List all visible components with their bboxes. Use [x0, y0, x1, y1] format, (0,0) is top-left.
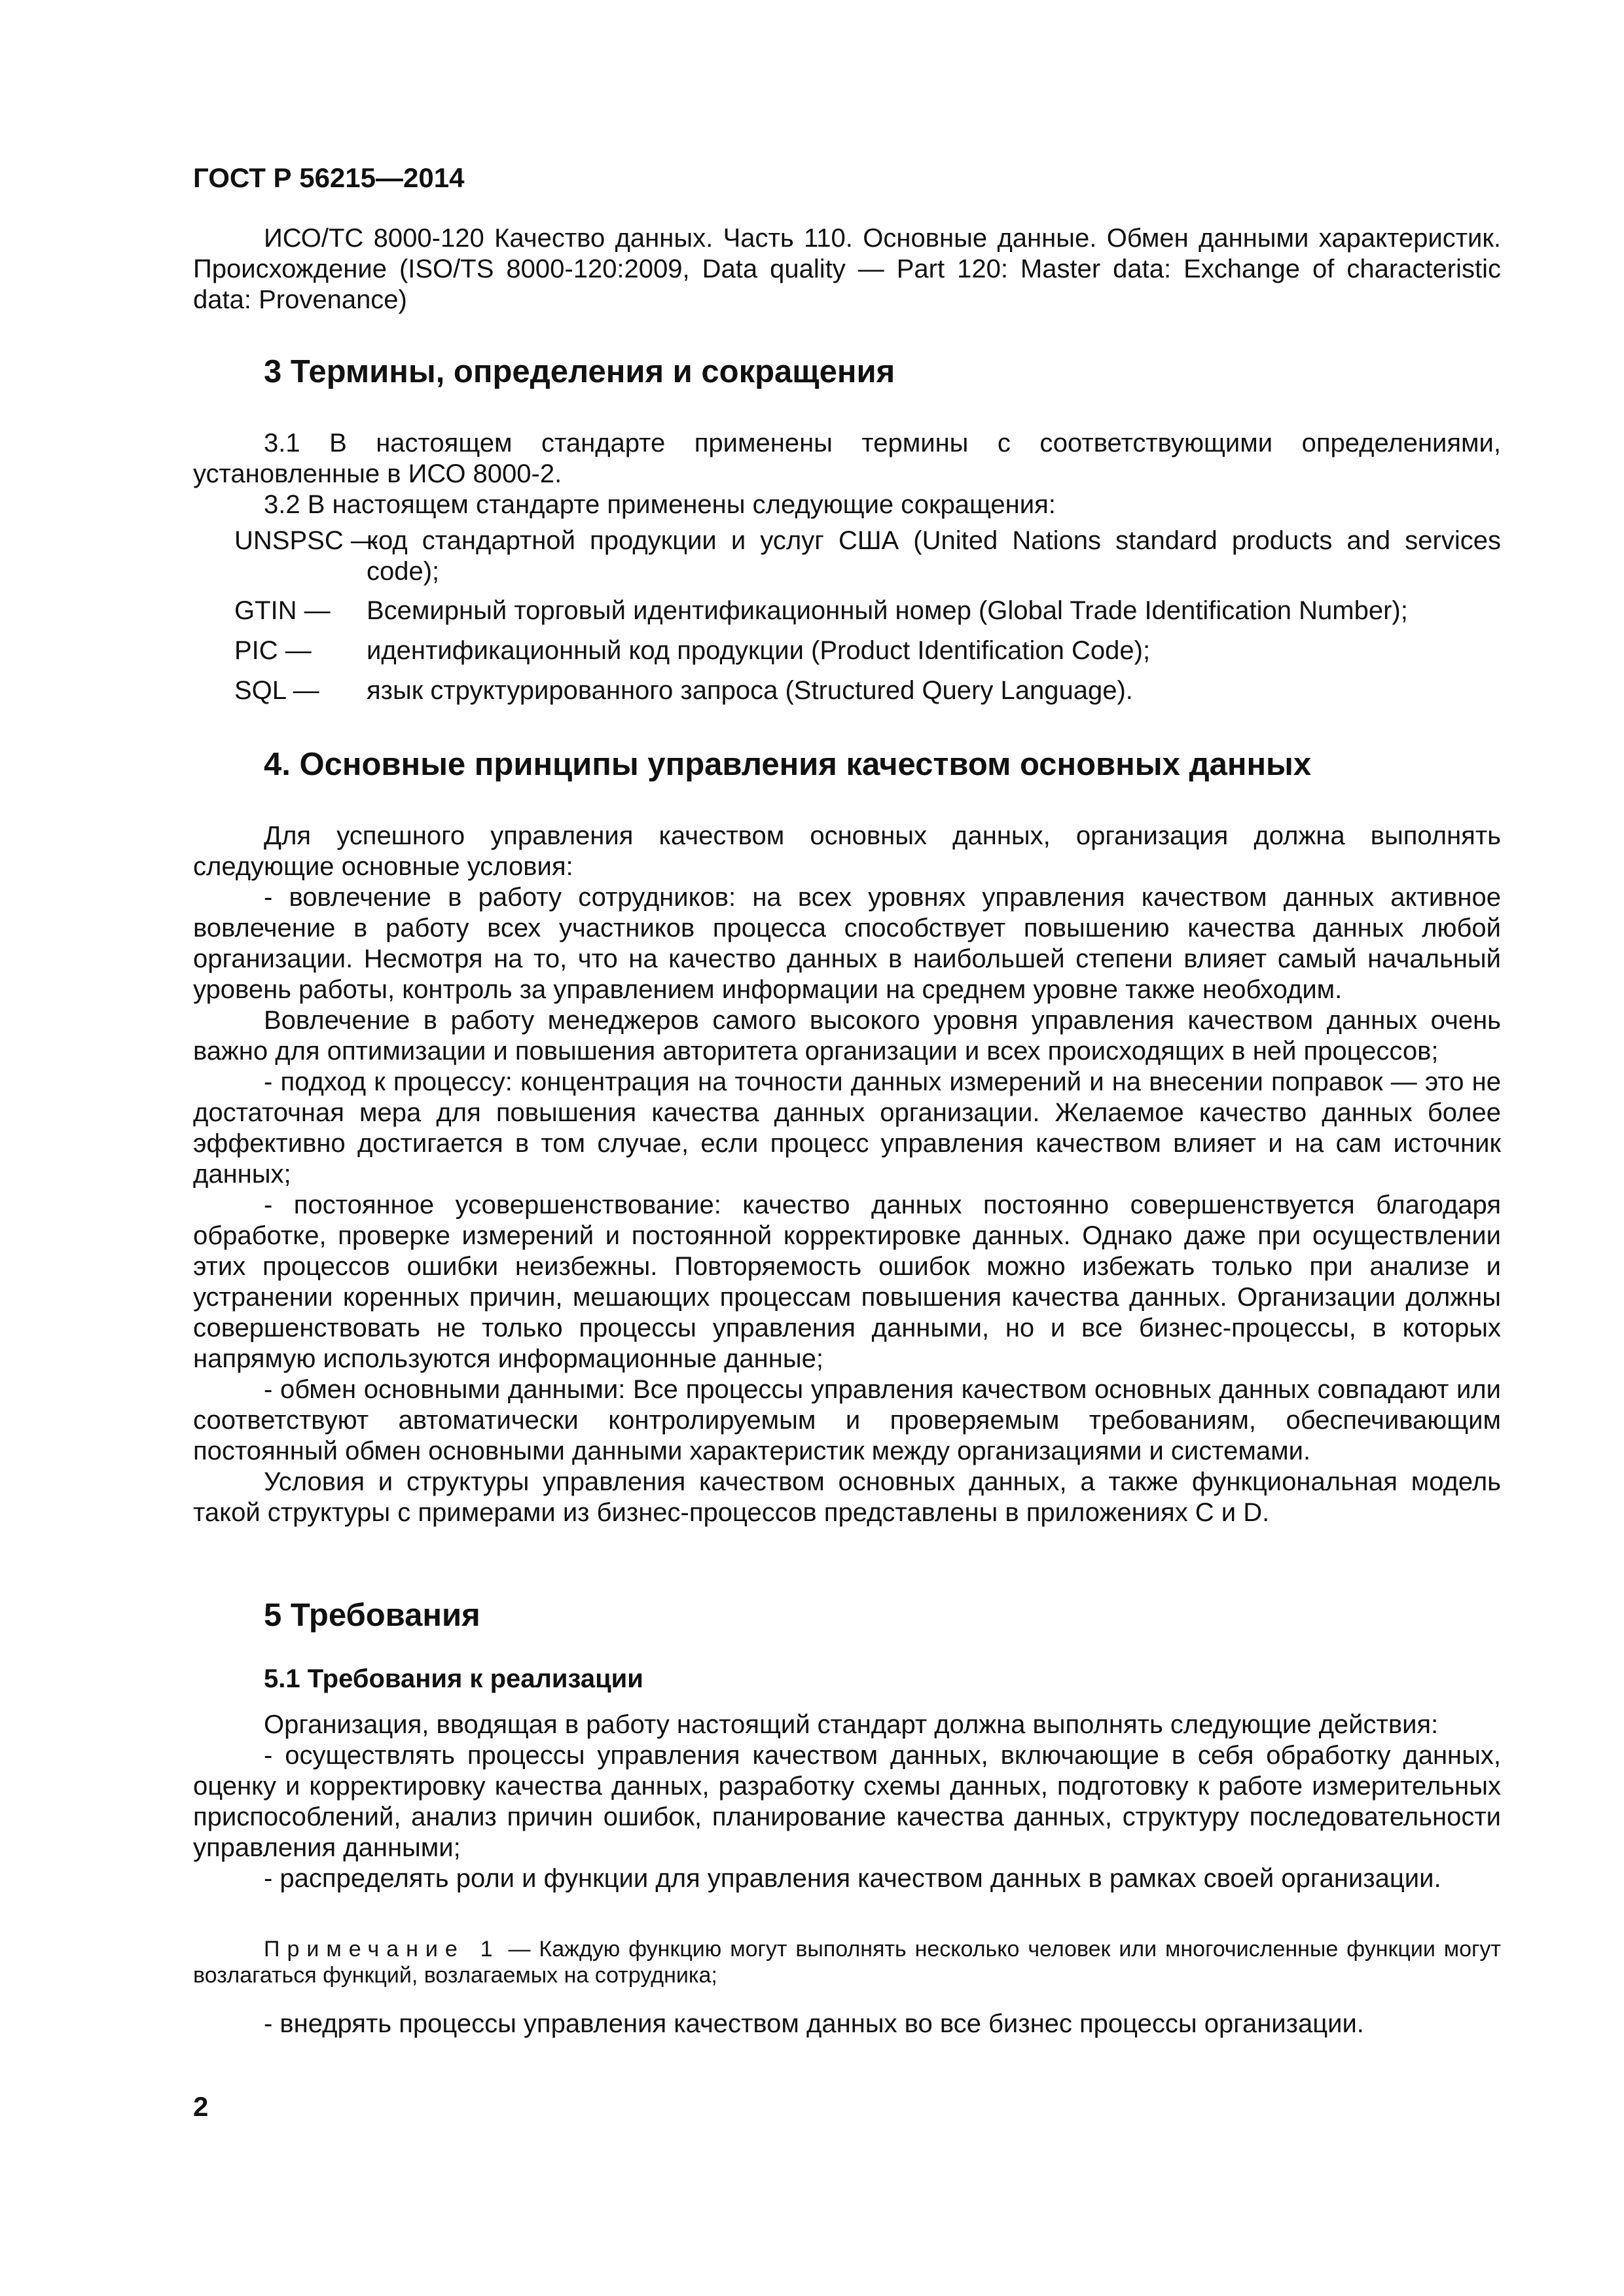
- note-label: Примечание 1: [264, 1937, 500, 1962]
- section-5-paragraph: - распределять роли и функции для управления качеством данных в рамках своей организации.: [264, 1864, 1441, 1893]
- section-4-paragraph: Условия и структуры управления качеством основных данных, а также функциональная модель такой структуры с примерами из бизнес-процессов представлены в приложениях С и D.: [193, 1467, 1501, 1527]
- section-5-1-title: 5.1 Требования к реализации: [264, 1664, 643, 1693]
- ref-paragraph: ИСО/ТС 8000-120 Качество данных. Часть 110. Основные данные. Обмен данными характеристик. Происхождение (ISO/TS 8000-120:2009, Data quality — Part 120: Master data: Exchange of characteristic data: Provenance): [193, 224, 1501, 314]
- abbreviation-term: SQL —: [234, 676, 319, 705]
- section-4-body: [193, 821, 1501, 1528]
- abbreviation-definition: Всемирный торговый идентификационный номер (Global Trade Identification Number);: [367, 596, 1408, 625]
- section-5: [193, 1597, 1501, 1634]
- note-block: [193, 1936, 1501, 1988]
- abbreviation-definition: код стандартной продукции и услуг США (United Nations standard products and services code);: [367, 526, 1501, 586]
- section-4-title: 4. Основные принципы управления качеством основных данных: [264, 747, 1312, 782]
- section-4-paragraph: Вовлечение в работу менеджеров самого высокого уровня управления качеством данных очень важно для оптимизации и повышения авторитета организации и всех происходящих в ней процессов;: [193, 1006, 1501, 1066]
- abbreviation-term: UNSPSC —: [234, 526, 377, 555]
- section-3: [193, 353, 1501, 390]
- final-paragraph: - внедрять процессы управления качеством данных во все бизнес процессы организации.: [264, 2009, 1364, 2038]
- section-4-paragraph: - обмен основными данными: Все процессы управления качеством основных данных совпадают или соответствуют автоматически контролируемым и проверяемым требованиям, обеспечивающим постоянный обмен основными данными характеристик между организациями и системами.: [193, 1375, 1501, 1465]
- document-header-id: ГОСТ Р 56215—2014: [193, 162, 465, 193]
- abbreviation-term: PIC —: [234, 636, 312, 665]
- section-4-paragraph: - вовлечение в работу сотрудников: на всех уровнях управления качеством данных активное вовлечение в работу всех участников процесса способствует повышению качества данных любой организации. Несмотря на то, что на качество данных в наибольшей степени влияет самый начальный уровень работы, контроль за управлением информации на среднем уровне также необходим.: [193, 883, 1501, 1004]
- section-5-title: 5 Требования: [264, 1598, 480, 1633]
- abbreviation-term: GTIN —: [234, 596, 331, 625]
- abbreviation-item: [193, 526, 1501, 596]
- page-number: 2: [193, 2091, 209, 2122]
- abbreviation-item: [193, 596, 1501, 636]
- section-4-paragraph: - постоянное усовершенствование: качество данных постоянно совершенствуется благодаря обработке, проверке измерений и постоянной корректировке данных. Однако даже при осуществлении этих процессов ошибки неизбежны. Повторяемость ошибок можно избежать только при анализе и устранении коренных причин, мешающих процессам повышения качества данных. Организации должны совершенствовать не только процессы управления данными, но и все бизнес-процессы, в которых напрямую используются информационные данные;: [193, 1191, 1501, 1373]
- abbreviation-definition: идентификационный код продукции (Product Identification Code);: [367, 636, 1151, 665]
- section-3-p1: 3.1 В настоящем стандарте применены термины с соответствующими определениями, установленные в ИСО 8000-2.: [193, 429, 1501, 488]
- section-4-paragraph: Для успешного управления качеством основных данных, организация должна выполнять следующие основные условия:: [193, 821, 1501, 881]
- abbreviation-item: [193, 636, 1501, 675]
- section-5-paragraph: Организация, вводящая в работу настоящий стандарт должна выполнять следующие действия:: [264, 1710, 1439, 1739]
- section-3-body: [193, 428, 1501, 520]
- abbreviations-list: [193, 526, 1501, 715]
- section-5-1: [193, 1664, 1501, 1694]
- abbreviation-definition: язык структурированного запроса (Structured Query Language).: [367, 676, 1133, 705]
- final-block: [193, 2009, 1501, 2039]
- section-4: [193, 746, 1501, 783]
- section-3-p2: 3.2 В настоящем стандарте применены следующие сокращения:: [264, 490, 1056, 519]
- section-5-paragraph: - осуществлять процессы управления качеством данных, включающие в себя обработку данных, оценку и корректировку качества данных, разработку схемы данных, подготовку к работе измерительных приспособлений, анализ причин ошибок, планирование качества данных, структуру последовательности управления данными;: [193, 1741, 1501, 1862]
- section-5-body: [193, 1710, 1501, 1894]
- section-3-title: 3 Термины, определения и сокращения: [264, 354, 895, 389]
- abbreviation-item: [193, 675, 1501, 715]
- ref-block: [193, 223, 1501, 315]
- note-text: — Каждую функцию могут выполнять несколько человек или многочисленные функции могут возлагаться функций, возлагаемых на сотрудника;: [193, 1937, 1502, 1988]
- note-paragraph: [193, 1936, 1501, 1988]
- section-4-paragraph: - подход к процессу: концентрация на точности данных измерений и на внесении поправок — это не достаточная мера для повышения качества данных организации. Желаемое качество данных более эффективно достигается в том случае, если процесс управления качеством влияет и на сам источник данных;: [193, 1067, 1501, 1189]
